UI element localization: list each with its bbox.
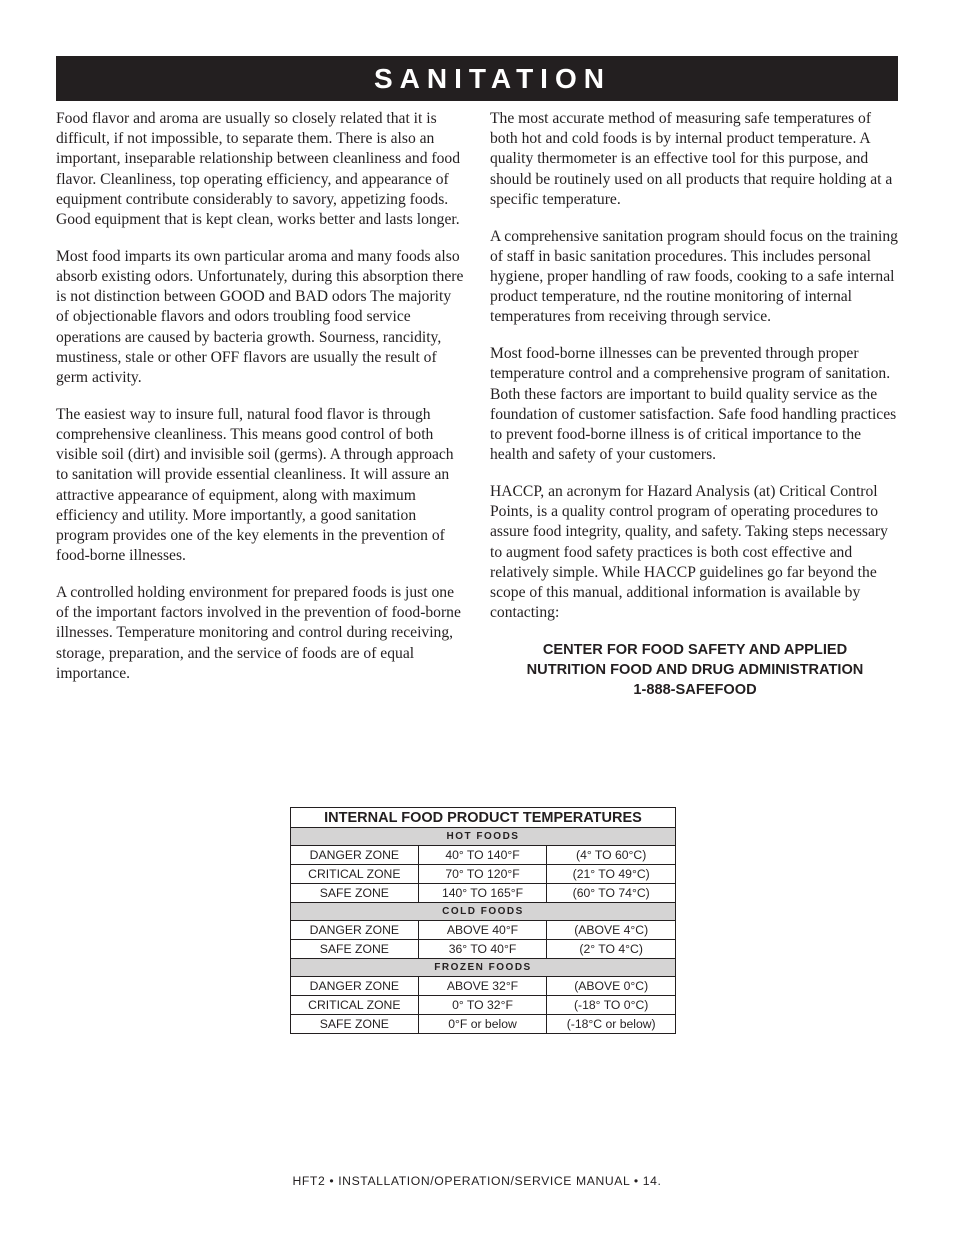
table-row bbox=[291, 884, 676, 903]
page-footer: HFT2 • INSTALLATION/OPERATION/SERVICE MANUAL • 14. bbox=[292, 1174, 662, 1188]
paragraph: The most accurate method of measuring safe temperatures of both hot and cold foods is by internal product temperature. A quality thermometer is an effective tool for this purpose, and should be routinely used on all products that require holding at a specific temperature. bbox=[490, 110, 893, 208]
paragraph: A comprehensive sanitation program should focus on the training of staff in basic sanitation procedures. This includes personal hygiene, proper handling of raw foods, cooking to a safe internal product temperature, nd the routine monitoring of internal temperatures from receiving through service. bbox=[490, 227, 898, 326]
contact-line: NUTRITION FOOD AND DRUG ADMINISTRATION bbox=[526, 662, 864, 679]
contact-phone: 1-888-SAFEFOOD bbox=[633, 682, 757, 699]
table-row bbox=[291, 1015, 676, 1034]
celsius-cell: (60° TO 74°C) bbox=[547, 884, 676, 903]
contact-block bbox=[490, 640, 900, 700]
paragraph: The easiest way to insure full, natural food flavor is through comprehensive cleanliness. This means good control of both visible soil (dirt) and invisible soil (germs). A through approach to sanitation will provide essential cleanliness. It will assure an attractive appearance of equipment, along with maximum efficiency and utility. More importantly, a good sanitation program provides one of the key elements in the prevention of food-borne illnesses. bbox=[56, 405, 454, 565]
temperature-table bbox=[290, 807, 676, 1034]
celsius-cell: (4° TO 60°C) bbox=[547, 846, 676, 865]
zone-cell: SAFE ZONE bbox=[291, 940, 419, 959]
paragraph: Food flavor and aroma are usually so closely related that it is difficult, if not impossible, to separate them. There is also an important, inseparable relationship between cleanliness and food flavor. Cleanliness, top operating efficiency, and appearance of equipment contribute considerably to savory, appetizing foods. Good equipment that is kept clean, works better and lasts longer. bbox=[56, 110, 461, 229]
table-row bbox=[291, 940, 676, 959]
celsius-cell: (2° TO 4°C) bbox=[547, 940, 676, 959]
paragraph: Most food imparts its own particular aroma and many foods also absorb existing odors. Unfortunately, during this absorption there is not distinction between GOOD and BAD odors The majority of objectionable flavors and odors troubling food service operations are caused by bacteria growth. Sourness, rancidity, mustiness, stale or other OFF flavors are usually the result of germ activity. bbox=[56, 247, 464, 387]
zone-cell: DANGER ZONE bbox=[291, 846, 419, 865]
group-header-hot-foods: HOT FOODS bbox=[291, 828, 676, 846]
celsius-cell: (21° TO 49°C) bbox=[547, 865, 676, 884]
table-row bbox=[291, 977, 676, 996]
zone-cell: SAFE ZONE bbox=[291, 1015, 419, 1034]
left-column bbox=[56, 109, 468, 701]
group-header-cold-foods: COLD FOODS bbox=[291, 903, 676, 921]
celsius-cell: (ABOVE 4°C) bbox=[547, 921, 676, 940]
right-column bbox=[490, 109, 900, 700]
table-row bbox=[291, 921, 676, 940]
table-row bbox=[291, 865, 676, 884]
zone-cell: DANGER ZONE bbox=[291, 977, 419, 996]
table-row bbox=[291, 846, 676, 865]
fahrenheit-cell: 36° TO 40°F bbox=[418, 940, 547, 959]
fahrenheit-cell: 70° TO 120°F bbox=[418, 865, 547, 884]
paragraph: A controlled holding environment for prepared foods is just one of the important factors involved in the prevention of food-borne illnesses. Temperature monitoring and control during receiving, storage, preparation, and the service of foods are of equal importance. bbox=[56, 584, 461, 682]
table-title: INTERNAL FOOD PRODUCT TEMPERATURES bbox=[291, 808, 676, 828]
section-header-bar bbox=[56, 56, 898, 101]
fahrenheit-cell: ABOVE 40°F bbox=[418, 921, 547, 940]
group-header-frozen-foods: FROZEN FOODS bbox=[291, 959, 676, 977]
celsius-cell: (-18° TO 0°C) bbox=[547, 996, 676, 1015]
zone-cell: DANGER ZONE bbox=[291, 921, 419, 940]
fahrenheit-cell: 140° TO 165°F bbox=[418, 884, 547, 903]
zone-cell: SAFE ZONE bbox=[291, 884, 419, 903]
fahrenheit-cell: 0° TO 32°F bbox=[418, 996, 547, 1015]
page-title: SANITATION bbox=[374, 63, 611, 94]
zone-cell: CRITICAL ZONE bbox=[291, 865, 419, 884]
table-row bbox=[291, 996, 676, 1015]
fahrenheit-cell: 40° TO 140°F bbox=[418, 846, 547, 865]
fahrenheit-cell: ABOVE 32°F bbox=[418, 977, 547, 996]
zone-cell: CRITICAL ZONE bbox=[291, 996, 419, 1015]
fahrenheit-cell: 0°F or below bbox=[418, 1015, 547, 1034]
celsius-cell: (ABOVE 0°C) bbox=[547, 977, 676, 996]
paragraph: Most food-borne illnesses can be prevented through proper temperature control and a comprehensive program of sanitation. Both these factors are important to build quality service as the foundation of customer satisfaction. Safe food handling practices to prevent food-borne illness is of critical importance to the health and safety of your customers. bbox=[490, 345, 897, 464]
celsius-cell: (-18°C or below) bbox=[547, 1015, 676, 1034]
contact-line: CENTER FOR FOOD SAFETY AND APPLIED bbox=[542, 642, 848, 659]
paragraph: HACCP, an acronym for Hazard Analysis (at) Critical Control Points, is a quality control program of operating procedures to assure food integrity, quality, and safety. Taking steps necessary to augment food safety practices is both cost effective and relatively simple. While HACCP guidelines go far beyond the scope of this manual, additional information is available by contacting: bbox=[490, 483, 888, 622]
